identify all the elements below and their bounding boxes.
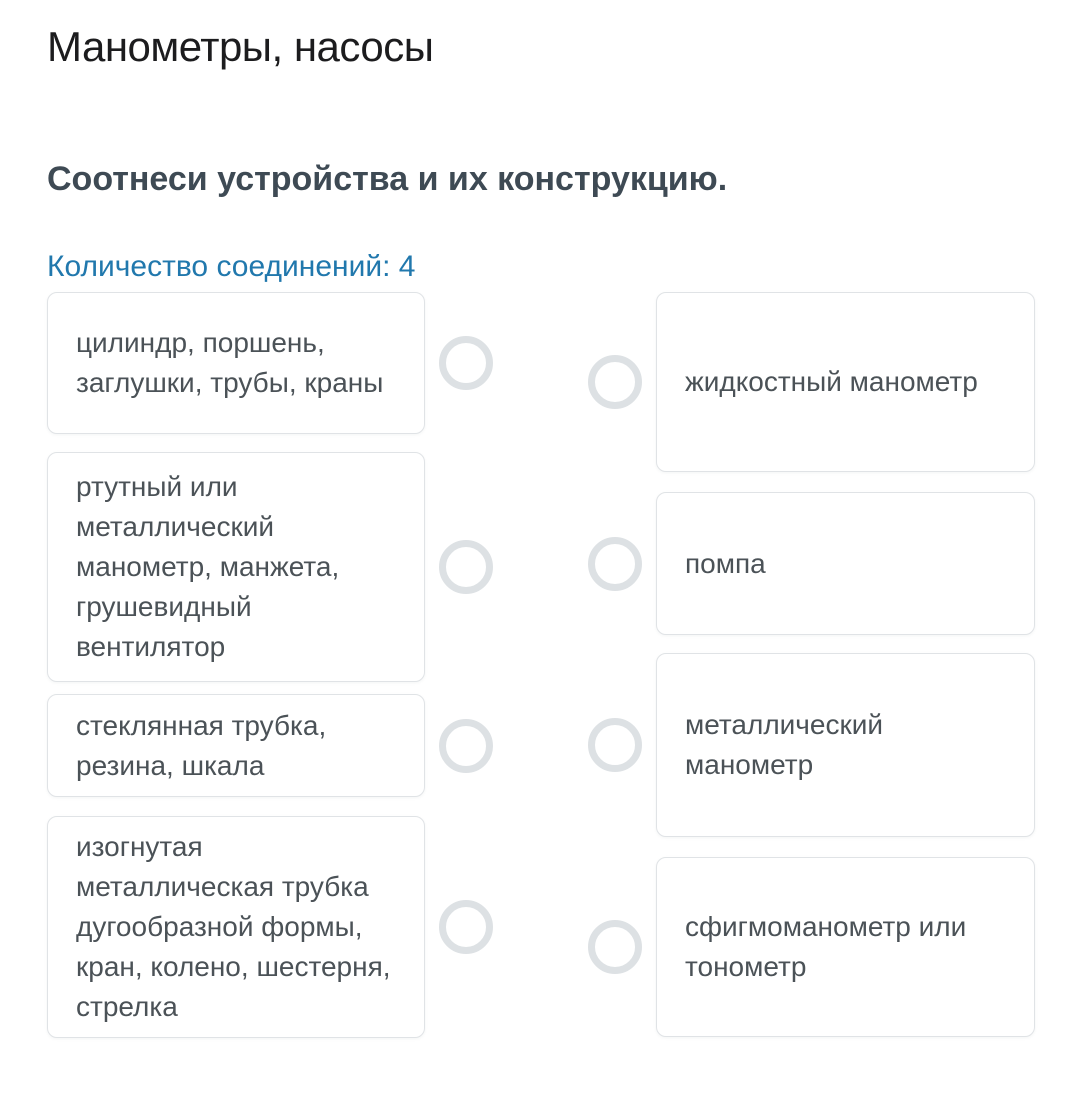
target-card-liquid-manometer[interactable]	[656, 292, 1035, 472]
source-column	[47, 292, 493, 1038]
match-row	[588, 292, 1035, 472]
match-row	[588, 492, 1035, 635]
connector-circle-icon[interactable]	[588, 537, 642, 591]
target-column	[588, 292, 1035, 1037]
target-card-metal-manometer[interactable]	[656, 653, 1035, 837]
connector-circle-icon[interactable]	[439, 336, 493, 390]
source-card-curved-metal-tube[interactable]	[47, 816, 425, 1038]
match-row	[47, 292, 493, 434]
source-card-mercury-manometer[interactable]	[47, 452, 425, 682]
match-row	[588, 653, 1035, 837]
connector-circle-icon[interactable]	[439, 540, 493, 594]
target-card-pump[interactable]	[656, 492, 1035, 635]
match-row	[47, 452, 493, 682]
target-card-label: сфигмоманометр или тонометр	[685, 911, 967, 982]
target-card-label: металлический манометр	[685, 709, 883, 780]
page-title: Манометры, насосы	[47, 23, 434, 70]
connector-circle-icon[interactable]	[588, 355, 642, 409]
source-card-glass-tube[interactable]	[47, 694, 425, 797]
target-card-label: помпа	[685, 547, 766, 579]
match-row	[47, 694, 493, 797]
source-card-label: стеклянная трубка, резина, шкала	[76, 709, 327, 781]
task-instruction: Соотнеси устройства и их конструкцию.	[47, 160, 728, 198]
match-row	[588, 857, 1035, 1037]
match-row	[47, 816, 493, 1038]
source-card-cylinder-piston[interactable]	[47, 292, 425, 434]
connector-circle-icon[interactable]	[439, 719, 493, 773]
connector-circle-icon[interactable]	[439, 900, 493, 954]
target-card-sphygmomanometer[interactable]	[656, 857, 1035, 1037]
connections-count-label: Количество соединений: 4	[47, 250, 416, 283]
source-card-label: цилиндр, поршень, заглушки, трубы, краны	[76, 327, 384, 398]
connector-circle-icon[interactable]	[588, 718, 642, 772]
matching-area	[47, 292, 1040, 1038]
source-card-label: ртутный или металлический манометр, манжета, грушевидный вентилятор	[76, 471, 340, 662]
connector-circle-icon[interactable]	[588, 920, 642, 974]
target-card-label: жидкостный манометр	[685, 366, 978, 397]
source-card-label: изогнутая металлическая трубка дугообразной формы, кран, колено, шестерня, стрелка	[76, 831, 391, 1022]
